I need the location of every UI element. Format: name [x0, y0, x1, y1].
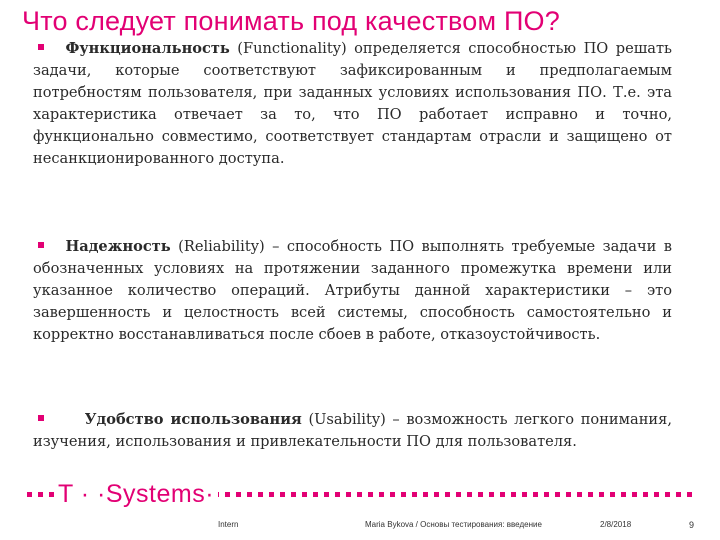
logo-dot	[533, 492, 538, 497]
logo-dot	[280, 492, 285, 497]
bullet-square-icon	[38, 242, 44, 248]
logo-dot	[291, 492, 296, 497]
footer-author: Maria Bykova / Основы тестирования: введение	[365, 520, 542, 529]
logo-dot	[632, 492, 637, 497]
logo-dot	[236, 492, 241, 497]
logo-dot	[379, 492, 384, 497]
logo-dot	[555, 492, 560, 497]
logo-dot	[676, 492, 681, 497]
logo-dot	[357, 492, 362, 497]
item-text: (Reliability) – способность ПО выполнять требуемые задачи в обозначенных условиях на протяжении заданного промежутка времени или указанное количество операций. Атрибуты данной характеристики – это завершенность и целостность всей системы, способность самостоятельно и корректно восстанавливаться после сбоев в работе, отказоустойчивость.	[33, 238, 672, 343]
logo-dot	[654, 492, 659, 497]
logo-dot	[588, 492, 593, 497]
logo-dot	[511, 492, 516, 497]
logo-dot	[368, 492, 373, 497]
t-systems-logo: T · ·Systems·	[54, 478, 218, 510]
item-term: Надежность	[65, 238, 171, 255]
logo-dot	[401, 492, 406, 497]
logo-dot	[478, 492, 483, 497]
logo-dot	[313, 492, 318, 497]
list-item	[33, 38, 672, 170]
bullet-square-icon	[38, 44, 44, 50]
footer-classification: Intern	[218, 520, 239, 529]
logo-dot	[566, 492, 571, 497]
logo-dot	[27, 492, 32, 497]
logo-dot	[621, 492, 626, 497]
item-text: (Functionality) определяется способностью ПО решать задачи, которые соответствуют зафиксированным и предполагаемым потребностям пользователя, при заданных условиях использования ПО. Т.е. эта характеристика отвечает за то, что ПО работает исправно и точно, функционально совместимо, соответствует стандартам отрасли и защищено от несанкционированного доступа.	[33, 40, 673, 167]
logo-dot	[456, 492, 461, 497]
logo-dot	[434, 492, 439, 497]
logo-dot	[390, 492, 395, 497]
logo-dot	[38, 492, 43, 497]
logo-dot	[522, 492, 527, 497]
slide-title: Что следует понимать под качеством ПО?	[22, 6, 560, 36]
item-text: (Usability) – возможность легкого понимания, изучения, использования и привлекательности ПО для пользователя.	[33, 411, 673, 450]
logo-dot	[665, 492, 670, 497]
logo-dot	[467, 492, 472, 497]
logo-dot	[687, 492, 692, 497]
bullet-square-icon	[38, 415, 44, 421]
logo-dot	[544, 492, 549, 497]
item-term: Удобство использования	[84, 411, 302, 428]
logo-dot	[269, 492, 274, 497]
item-term: Функциональность	[65, 40, 230, 57]
logo-dot	[247, 492, 252, 497]
logo-dot	[324, 492, 329, 497]
logo-dot	[445, 492, 450, 497]
logo-dot	[412, 492, 417, 497]
page-number: 9	[689, 520, 695, 530]
logo-dot	[346, 492, 351, 497]
footer-date: 2/8/2018	[600, 520, 632, 529]
list-item	[33, 236, 672, 346]
logo-dot	[500, 492, 505, 497]
list-item	[33, 409, 672, 453]
logo-dot	[302, 492, 307, 497]
logo-dot	[335, 492, 340, 497]
logo-dot	[489, 492, 494, 497]
logo-dot	[599, 492, 604, 497]
logo-dot	[643, 492, 648, 497]
logo-dot	[610, 492, 615, 497]
logo-dot	[225, 492, 230, 497]
logo-dot	[423, 492, 428, 497]
logo-dot	[258, 492, 263, 497]
logo-dot	[577, 492, 582, 497]
